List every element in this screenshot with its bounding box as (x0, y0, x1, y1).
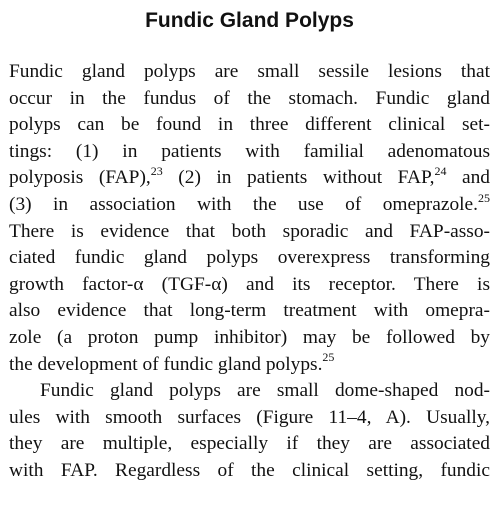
text-line: tings: (1) in patients with familial adenomatous (9, 140, 490, 162)
text-line: growth factor-α (TGF-α) and its receptor. There is (9, 273, 490, 295)
text-line: they are multiple, especially if they are associated (9, 433, 490, 455)
text-line: Fundic gland polyps are small sessile lesions that (9, 61, 490, 82)
text-line: with FAP. Regardless of the clinical setting, fundic (9, 459, 490, 481)
citation-superscript: 24 (434, 163, 447, 178)
text-line: occur in the fundus of the stomach. Fundic gland (9, 87, 490, 109)
paragraph-1 (9, 59, 490, 378)
text-line: zole (a proton pump inhibitor) may be followed by (9, 326, 490, 348)
text-line: the development of fundic gland polyps.$^{25}$ (9, 350, 335, 375)
text-line: polyps can be found in three different clinical set- (9, 114, 490, 136)
text-line: polyposis (FAP),$^{23}$ (2) in patients without FAP,$^{24}$ and (9, 163, 490, 189)
text-line: ciated fundic gland polyps overexpress transforming (9, 247, 490, 269)
paragraph-2 (9, 378, 490, 484)
text-line: There is evidence that both sporadic and FAP-asso- (9, 220, 490, 242)
section-title: Fundic Gland Polyps (145, 9, 354, 32)
citation-superscript: 25 (478, 190, 490, 205)
citation-superscript: 23 (150, 163, 163, 178)
text-line: (3) in association with the use of omeprazole.$^{25}$ (9, 190, 490, 215)
text-line: Fundic gland polyps are small dome-shaped nod- (40, 380, 490, 401)
text-line: also evidence that long-term treatment with omepra- (9, 300, 490, 322)
text-line: ules with smooth surfaces (Figure 11–4, A). Usually, (9, 406, 490, 428)
citation-superscript: 25 (322, 350, 335, 365)
